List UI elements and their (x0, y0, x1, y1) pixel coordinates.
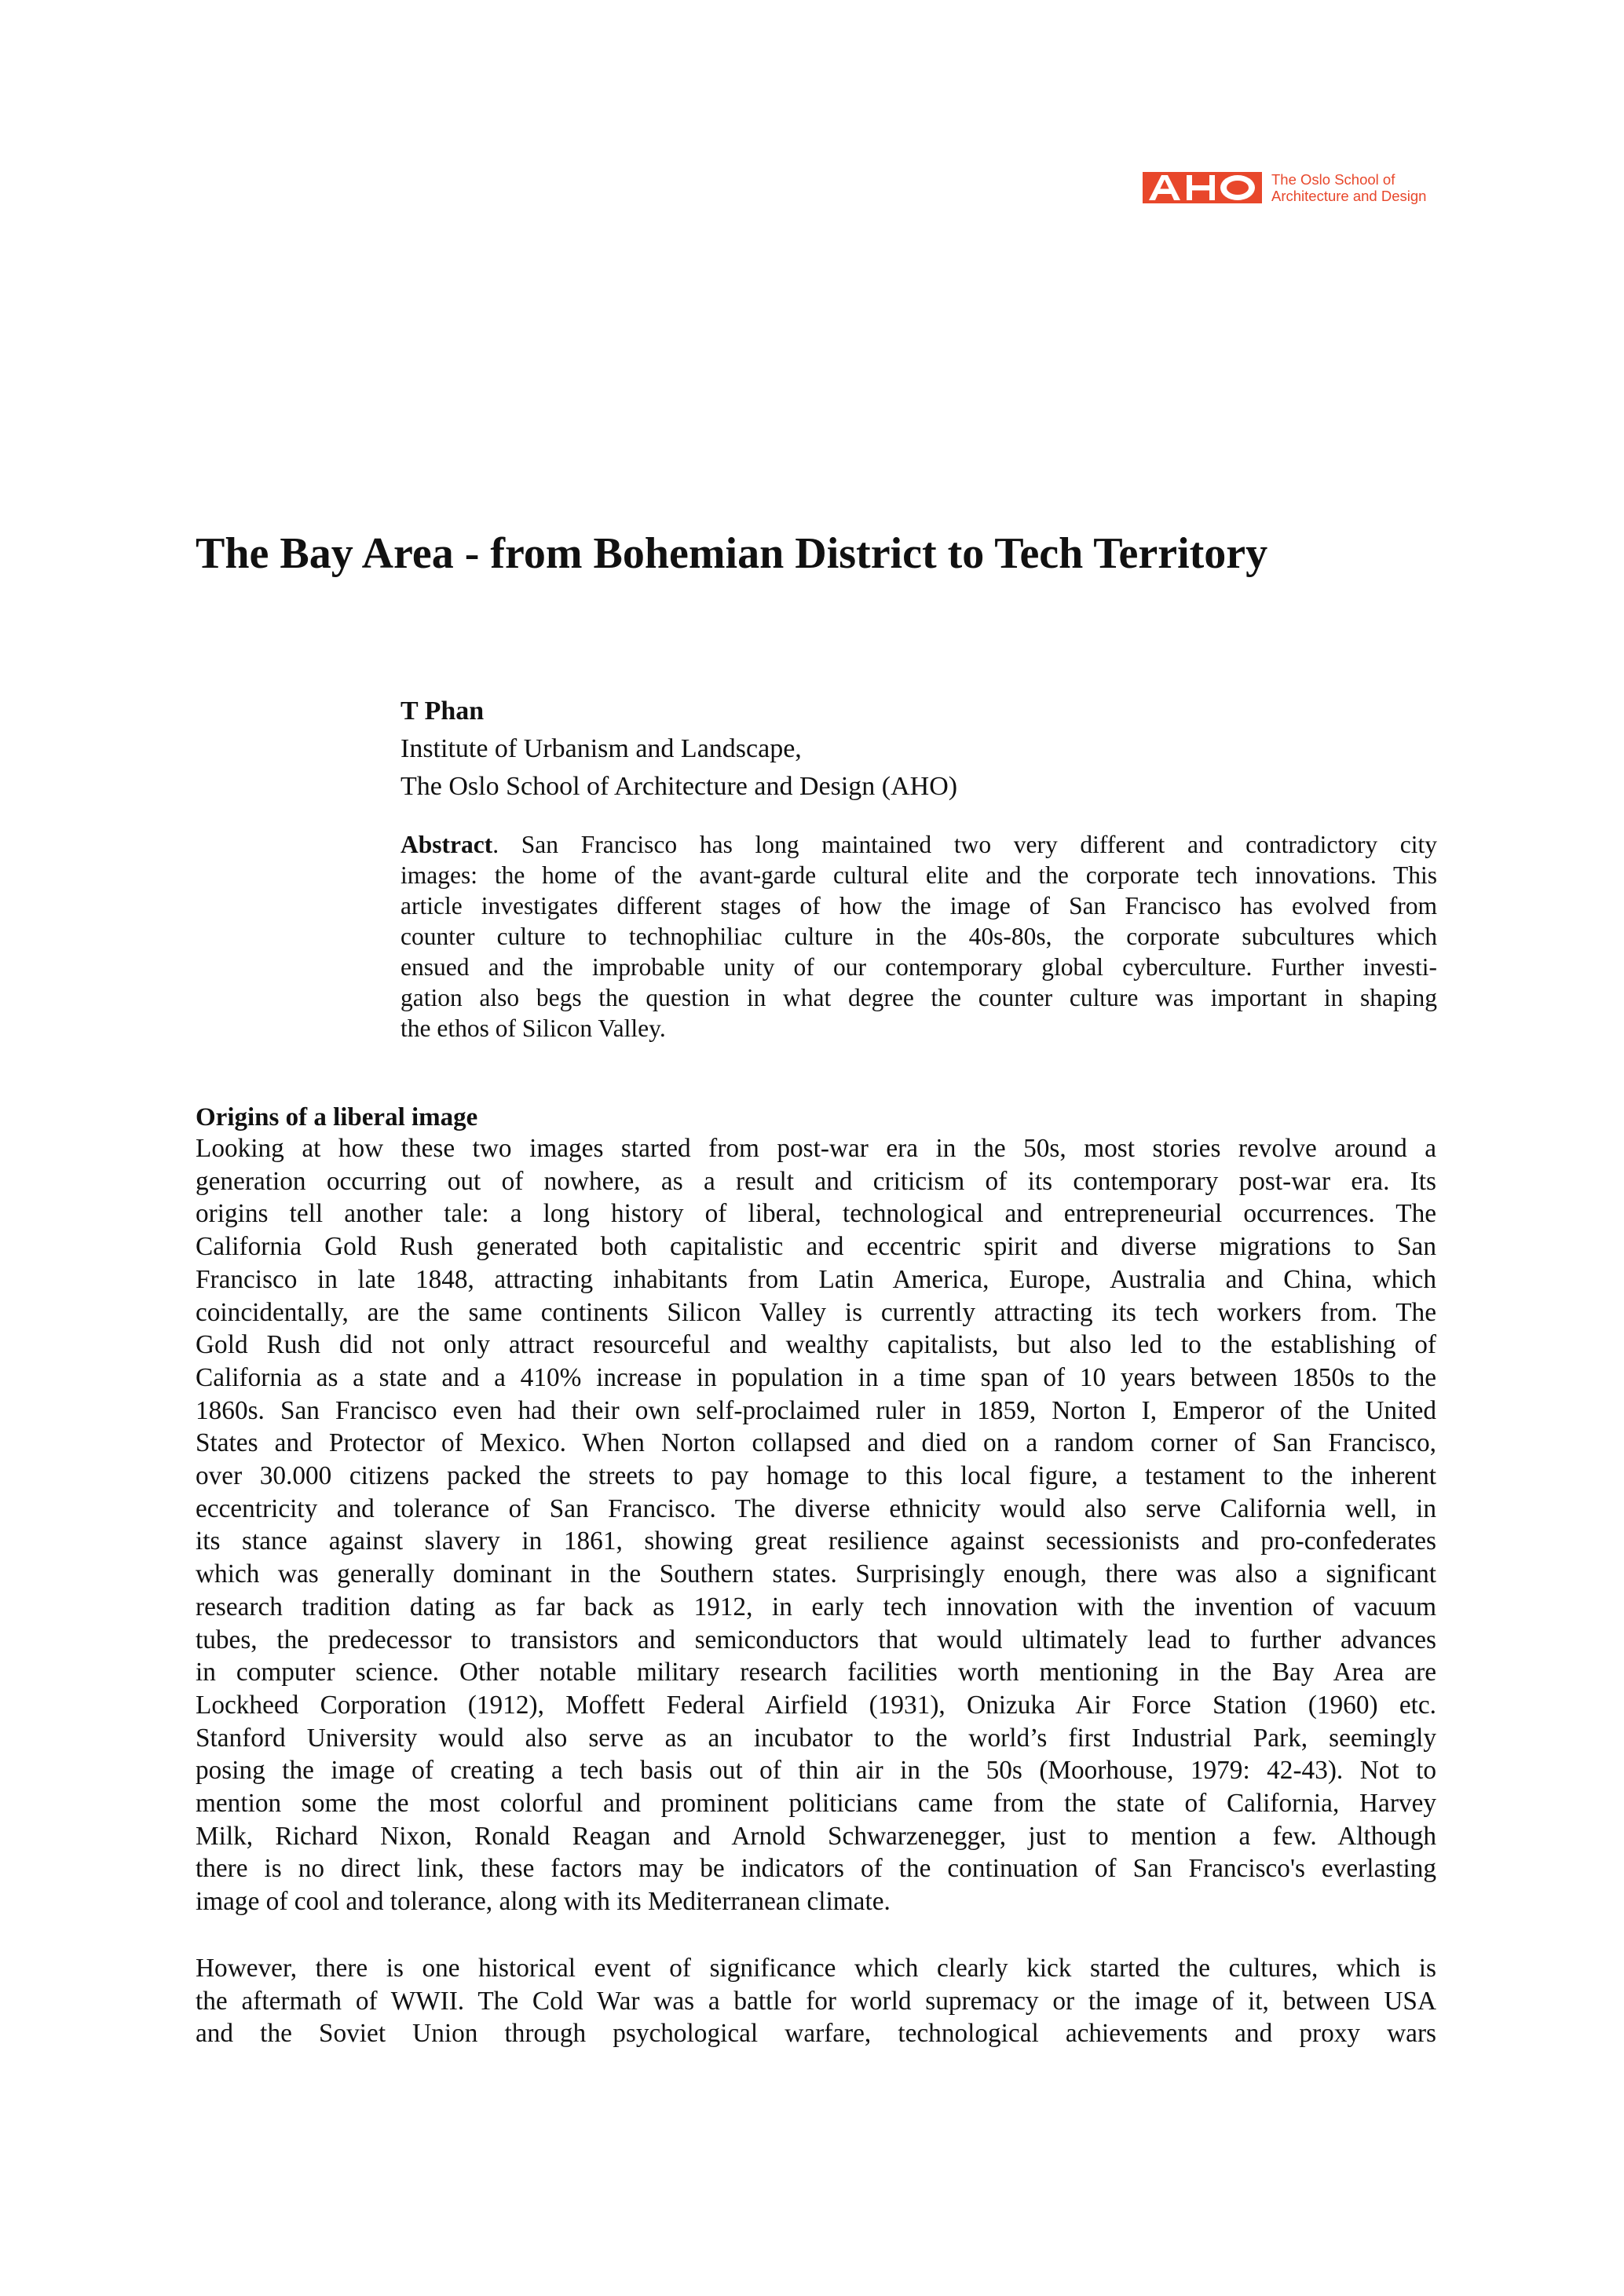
paragraph-line: States and Protector of Mexico. When Norton collapsed and died on a random corner of San Francisco, (196, 1428, 1436, 1458)
abstract-line: images: the home of the avant-garde cultural elite and the corporate tech innovations. This (401, 861, 1437, 889)
abstract-line: article investigates different stages of how the image of San Francisco has evolved from (401, 892, 1437, 919)
paragraph-line: Milk, Richard Nixon, Ronald Reagan and Arnold Schwarzenegger, just to mention a few. Although (196, 1821, 1436, 1851)
paragraph-line: in computer science. Other notable military research facilities worth mentioning in the Bay Area are (196, 1658, 1436, 1687)
author-affiliation-2: The Oslo School of Architecture and Design (AHO) (401, 772, 958, 801)
abstract-line: Abstract. San Francisco has long maintained two very different and contradictory city (401, 831, 1437, 858)
aho-logo-wordmark (1271, 171, 1426, 204)
author-name: T Phan (401, 696, 485, 726)
paragraph-line: tubes, the predecessor to transistors and semiconductors that would ultimately lead to further advances (196, 1625, 1436, 1654)
paragraph-line: and the Soviet Union through psychological warfare, technological achievements and proxy wars (196, 2019, 1436, 2049)
paragraph-line: Francisco in late 1848, attracting inhabitants from Latin America, Europe, Australia and China, which (196, 1264, 1436, 1294)
paragraph-line: Gold Rush did not only attract resourceful and wealthy capitalists, but also led to the establishing of (196, 1330, 1436, 1360)
body-paragraph-1 (196, 1132, 1436, 1918)
paragraph-line: mention some the most colorful and prominent politicians came from the state of California, Harvey (196, 1789, 1436, 1819)
paragraph-line: origins tell another tale: a long history of liberal, technological and entrepreneurial occurrences. The (196, 1199, 1436, 1229)
logo-line-2: Architecture and Design (1271, 188, 1427, 204)
abstract-line: the ethos of Silicon Valley. (401, 1015, 666, 1042)
abstract-line: ensued and the improbable unity of our contemporary global cyberculture. Further investi- (401, 953, 1437, 981)
abstract-line: gation also begs the question in what degree the counter culture was important in shaping (401, 984, 1437, 1011)
paragraph-line: eccentricity and tolerance of San Francisco. The diverse ethnicity would also serve California well, in (196, 1493, 1436, 1523)
paragraph-line: there is no direct link, these factors may be indicators of the continuation of San Francisco's everlasting (196, 1854, 1436, 1884)
paragraph-line: the aftermath of WWII. The Cold War was a battle for world supremacy or the image of it, between USA (196, 1986, 1436, 2016)
aho-logo-mark (1143, 172, 1262, 203)
paragraph-line: its stance against slavery in 1861, showing great resilience against secessionists and pro-confederates (196, 1526, 1436, 1556)
paragraph-line: coincidentally, are the same continents Silicon Valley is currently attracting its tech workers from. The (196, 1297, 1436, 1327)
abstract-line: counter culture to technophiliac culture in the 40s-80s, the corporate subcultures which (401, 923, 1437, 950)
paragraph-line: research tradition dating as far back as 1912, in early tech innovation with the invention of vacuum (196, 1592, 1436, 1621)
paragraph-line: which was generally dominant in the Southern states. Surprisingly enough, there was also a significant (196, 1559, 1436, 1589)
logo-line-1: The Oslo School of (1271, 171, 1395, 188)
paragraph-line: image of cool and tolerance, along with its Mediterranean climate. (196, 1887, 891, 1917)
paper-title: The Bay Area - from Bohemian District to Tech Territory (196, 529, 1268, 578)
paragraph-line: California Gold Rush generated both capitalistic and eccentric spirit and diverse migrations to San (196, 1232, 1436, 1262)
paragraph-line: Stanford University would also serve as an incubator to the world’s first Industrial Park, seemingly (196, 1723, 1436, 1753)
aho-logo (1143, 171, 1426, 204)
paragraph-line: over 30.000 citizens packed the streets to pay homage to this local figure, a testament to the inherent (196, 1461, 1436, 1491)
paragraph-line: 1860s. San Francisco even had their own self-proclaimed ruler in 1859, Norton I, Emperor of the United (196, 1395, 1436, 1425)
paragraph-line: generation occurring out of nowhere, as a result and criticism of its contemporary post-war era. Its (196, 1166, 1436, 1196)
paragraph-line: Looking at how these two images started from post-war era in the 50s, most stories revolve around a (196, 1134, 1436, 1163)
author-affiliation-1: Institute of Urbanism and Landscape, (401, 734, 802, 763)
paragraph-line: California as a state and a 410% increase in population in a time span of 10 years between 1850s to the (196, 1362, 1436, 1392)
paragraph-line: Lockheed Corporation (1912), Moffett Federal Airfield (1931), Onizuka Air Force Station (1960) etc. (196, 1690, 1436, 1720)
body-paragraph-2 (196, 1952, 1436, 2050)
abstract (401, 829, 1437, 1044)
paragraph-line: However, there is one historical event of significance which clearly kick started the cultures, which is (196, 1954, 1436, 1983)
paragraph-line: posing the image of creating a tech basis out of thin air in the 50s (Moorhouse, 1979: 42-43). Not to (196, 1756, 1436, 1786)
abstract-label: Abstract (401, 831, 493, 858)
author-block (401, 693, 1437, 806)
section-heading: Origins of a liberal image (196, 1103, 478, 1132)
